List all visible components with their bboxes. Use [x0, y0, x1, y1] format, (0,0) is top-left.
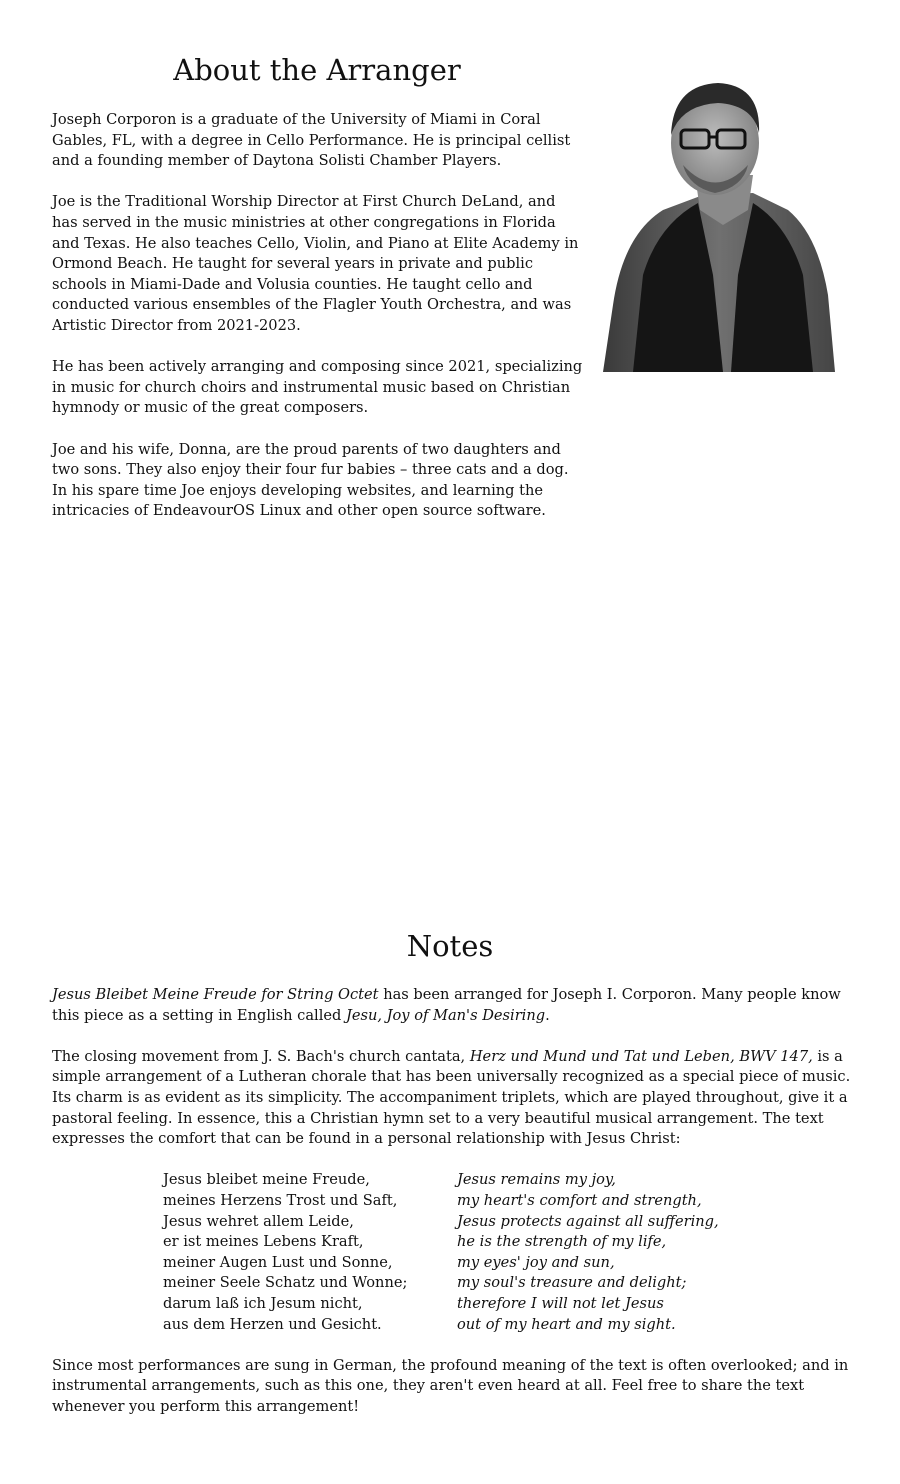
about-paragraph: Joe and his wife, Donna, are the proud parents of two daughters and two sons. They also enjoy their four fur babies – three cats and a dog. In his spare time Joe enjoys developing websites, and learning the intricacies of EndeavourOS Linux and other open source software. [52, 440, 569, 520]
notes-cantata-paragraph [52, 1047, 862, 1150]
hymn-text [163, 1170, 862, 1335]
notes-closing-paragraph: Since most performances are sung in German, the profound meaning of the text is often overlooked; and in instrumental arrangements, such as this one, they aren't even heard at all. Feel free to share the text whenever you perform this arrangement! [52, 1356, 849, 1415]
english-title: Jesu, Joy of Man's Desiring [346, 1006, 546, 1024]
cantata-title: Herz und Mund und Tat und Leben, BWV 147, [469, 1047, 813, 1065]
english-line: my heart's comfort and strength, [457, 1191, 702, 1209]
notes-body [52, 985, 862, 1438]
german-line: darum laß ich Jesum nicht, [163, 1294, 363, 1312]
english-line: Jesus protects against all suffering, [457, 1212, 719, 1230]
cantata-intro: The closing movement from J. S. Bach's church cantata, [52, 1047, 470, 1065]
english-line: my eyes' joy and sun, [457, 1253, 615, 1271]
german-line: meiner Seele Schatz und Wonne; [163, 1274, 408, 1292]
german-line: Jesus wehret allem Leide, [163, 1212, 354, 1230]
english-line: therefore I will not let Jesus [457, 1294, 664, 1312]
intro-text: has been arranged for Joseph I. Corporon. Many people know this piece as a setting in English called [52, 986, 841, 1024]
english-line: Jesus remains my joy, [457, 1171, 616, 1189]
about-paragraph: He has been actively arranging and composing since 2021, specializing in music for church choirs and instrumental music based on Christian hymnody or music of the great composers. [52, 358, 583, 417]
intro-end: . [545, 1006, 550, 1024]
hymn-english-column [457, 1170, 719, 1335]
about-title: About the Arranger [173, 53, 461, 87]
german-line: er ist meines Lebens Kraft, [163, 1233, 364, 1251]
german-line: meines Herzens Trost und Saft, [163, 1191, 398, 1209]
english-line: he is the strength of my life, [457, 1233, 667, 1251]
notes-intro-paragraph [52, 985, 862, 1026]
english-line: my soul's treasure and delight; [457, 1274, 687, 1292]
english-line: out of my heart and my sight. [457, 1315, 676, 1333]
notes-title: Notes [406, 929, 494, 963]
hymn-german-column [163, 1170, 457, 1335]
german-line: Jesus bleibet meine Freude, [163, 1171, 370, 1189]
cantata-text: is a simple arrangement of a Lutheran chorale that has been universally recognized as a special piece of music. Its charm is as evident as its simplicity. The accompaniment triplets, which are played throughout, give it a pastoral feeling. In essence, this a Christian hymn set to a very beautiful musical arrangement. The text expresses the comfort that can be found in a personal relationship with Jesus Christ: [52, 1047, 851, 1148]
arranger-photo [603, 75, 835, 372]
piece-title: Jesus Bleibet Meine Freude for String Octet [52, 986, 379, 1003]
about-body [52, 110, 612, 542]
german-line: meiner Augen Lust und Sonne, [163, 1253, 393, 1271]
german-line: aus dem Herzen und Gesicht. [163, 1315, 382, 1333]
about-paragraph: Joe is the Traditional Worship Director at First Church DeLand, and has served in the music ministries at other congregations in Florida and Texas. He also teaches Cello, Violin, and Piano at Elite Academy in Ormond Beach. He taught for several years in private and public schools in Miami-Dade and Volusia counties. He taught cello and conducted various ensembles of the Flagler Youth Orchestra, and was Artistic Director from 2021-2023. [52, 193, 579, 334]
about-paragraph: Joseph Corporon is a graduate of the University of Miami in Coral Gables, FL, with a degree in Cello Performance. He is principal cellist and a founding member of Daytona Solisti Chamber Players. [52, 111, 571, 170]
